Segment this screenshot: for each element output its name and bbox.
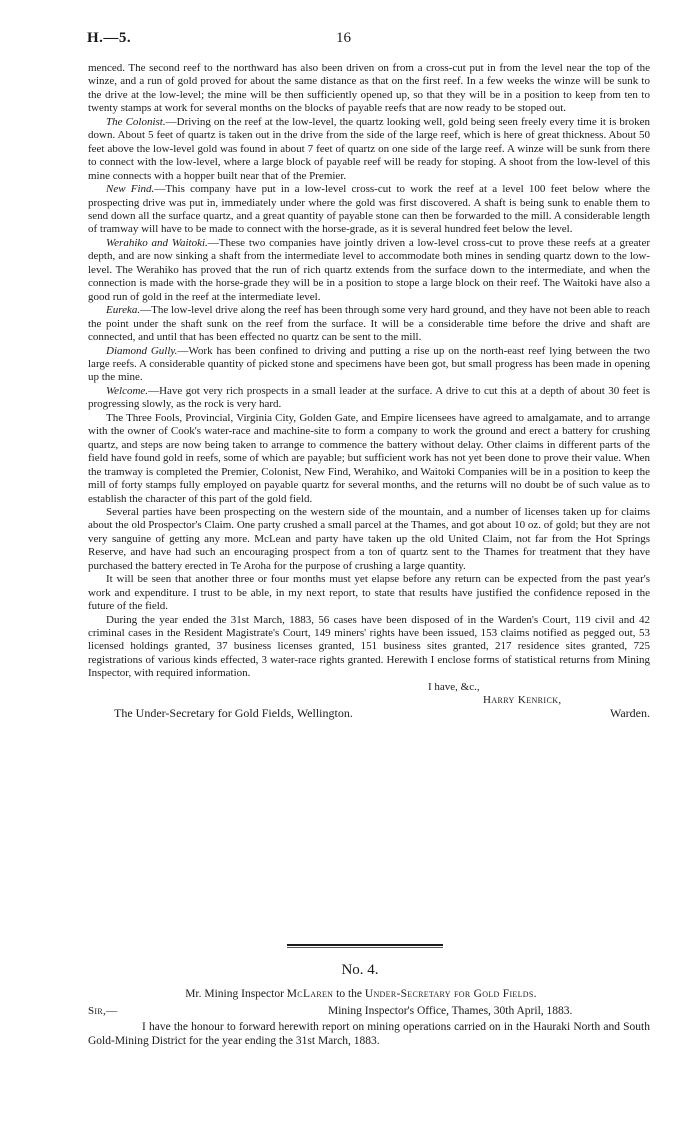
mine-heading: Eureka. [106,304,141,317]
signature-closing: I have, &c., [428,680,480,693]
mine-heading: Diamond Gully. [106,344,178,357]
addressee: The Under-Secretary for Gold Fields, Wellington. [114,705,353,720]
signature-title: Warden. [609,705,650,720]
paragraph-eureka: Eureka.—The low-level drive along the reef has been through some very hard ground, and they have not been able to reach the point under the shaft sunk on the reef from the surface. It will be a considerable time before the drive and shaft are connected, and until that has been effected no quartz can be sent to the mill. [88,304,650,344]
mine-heading: Welcome. [106,384,149,397]
paragraph-colonist: The Colonist.—Driving on the reef at the low-level, the quartz looking well, gold being seen freely every time it is broken down. About 5 feet of quartz is taken out in the drive from the side of the large reef, which is here of great thickness. About 50 feet above the low-level gold was found in about 7 feet of quartz on one side of the large reef. A winze will be sunk from there to connect with the low-level, where a large block of payable reef will be ready for stoping. A shoot from the low-level of this mine connects with a hopper built near that of the Premier. [88,115,650,182]
report-body [88,62,650,720]
paragraph-amalgamation: The Three Fools, Provincial, Virginia City, Golden Gate, and Empire licensees have agreed to amalgamate, and to arrange with the owner of Cook's water-race and machine-site to form a company to work the ground and erect a battery for crushing quartz, and steps are now being taken to arrange to commence the battery without delay. Other claims in different parts of the field have found gold in reefs, some of which are payable; but sufficient work has not yet been done to prove their value. When the tramway is completed the Premier, Colonist, New Find, Werahiko, and Waitoki Companies will be in a position to keep the mill of forty stamps fully employed on payable quartz for several months, and the returns will no doubt be of such value as to establish the character of this part of the gold field. [88,411,650,505]
paragraph-welcome: Welcome.—Have got very rich prospects in a small leader at the surface. A drive to cut this at a depth of about 30 feet is progressing slowly, as the rock is very hard. [88,384,650,411]
salutation: Sir,— [88,1005,118,1017]
letter-opening: I have the honour to forward herewith report on mining operations carried on in the Hauraki North and South Gold-Mining District for the year ending the 31st March, 1883. [88,1021,650,1047]
paragraph-werahiko-waitoki: Werahiko and Waitoki.—These two companies have jointly driven a low-level cross-cut to prove these reefs at a greater depth, and are now sinking a shaft from the intermediate level to accommodate both mines in sending quartz down to the low-level. The Werahiko has proved that the run of rich quartz extends from the surface down to the intermediate, and when the connection is made with the horse-grade they will be in a position to stope a large block on their reef. The Waitoki have also a good run of gold in the reef at the intermediate level. [88,236,650,303]
document-reference: H.—5. [87,30,132,46]
paragraph-outlook: It will be seen that another three or four months must yet elapse before any return can be expected from the past year's work and expenditure. I trust to be able, in my next report, to state that results have justified the confidence reposed in the future of the field. [88,573,650,613]
paragraph-western-side: Several parties have been prospecting on the western side of the mountain, and a number of licenses taken up for claims about the old Prospector's Claim. One party crushed a small parcel at the Thames, and got about 10 oz. of gold; but they are not very sanguine of getting any more. McLean and party have taken up the old United Claim, not far from the Hot Springs Reserve, and have had such an encouraging prospect from a ton of quartz sent to the Thames for treatment that they have purchased the battery erected in Te Aroha for the purpose of crushing a large quantity. [88,505,650,572]
section-number: No. 4. [341,962,379,978]
page-number: 16 [336,30,351,46]
paragraph-continuation: menced. The second reef to the northward has also been driven on from a cross-cut put in from the level near the top of the winze, and a run of gold proved for about the same distance as that on the first reef. In a few weeks the winze will be sunk to the drive at the low-level; the mine will be then sufficiently opened up, so that they will be in a position to keep from ten to twenty stamps at work for several months on the blocks of payable reefs that are now ready to be stoped out. [88,62,650,115]
letter-title: Mr. Mining Inspector McLaren to the Under-Secretary for Gold Fields. [185,988,537,1000]
office-dateline: Mining Inspector's Office, Thames, 30th April, 1883. [328,1005,573,1017]
paragraph-diamond-gully: Diamond Gully.—Work has been confined to driving and putting a rise up on the north-east reef lying between the two large reefs. A considerable quantity of picked stone and specimens have been got, but small progress has been made in opening up the mine. [88,344,651,384]
section-divider-thin [287,947,443,948]
signature-block [88,681,650,720]
signature-name: Harry Kenrick, [483,693,562,706]
section-divider [287,944,443,946]
mine-heading: Werahiko and Waitoki. [106,236,208,249]
paragraph-new-find: New Find.—This company have put in a low-level cross-cut to work the reef at a level 100 feet below where the prospecting drive was put in, immediately under where the gold was first discovered. A shaft is being sunk to enable them to send down all the surface quartz, and a great quantity of payable stone can then be forwarded to the mill. A considerable length of tramway will have to be made to connect with the horse-grade, as it is several hundred feet below the level. [88,183,650,236]
mine-heading: New Find. [106,183,155,196]
page-header [87,30,650,50]
paragraph-statistics: During the year ended the 31st March, 1883, 56 cases have been disposed of in the Warden's Court, 119 civil and 42 criminal cases in the Resident Magistrate's Court, 149 miners' rights have been issued, 153 claims notified as pegged out, 53 licensed holdings granted, 37 business licenses granted, 151 business sites granted, 217 residence sites granted, 725 registrations of various kinds effected, 3 water-race rights granted. Herewith I enclose forms of statistical returns from Mining Inspector, with required information. [88,613,650,680]
mine-heading: The Colonist. [106,115,166,128]
